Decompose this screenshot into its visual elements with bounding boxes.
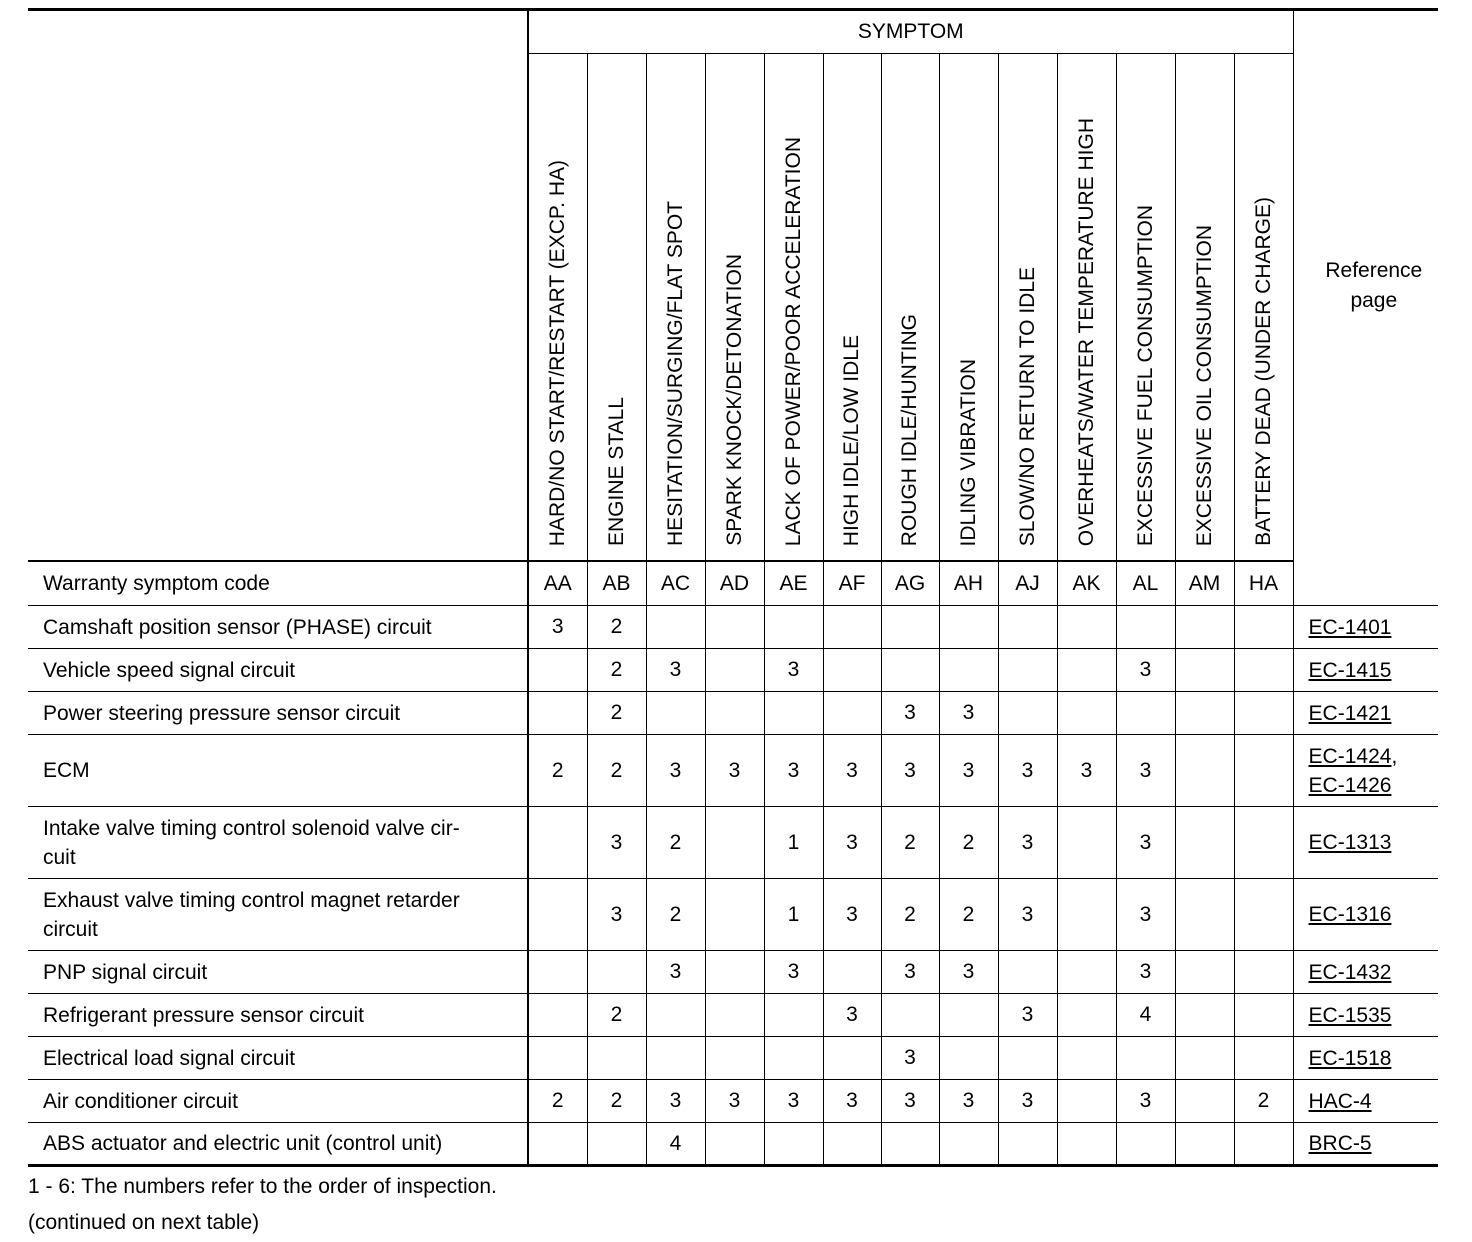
inspection-order-cell: 2	[528, 1080, 587, 1123]
inspection-order-cell	[764, 1037, 823, 1080]
table-row	[28, 735, 1438, 807]
symptom-column-header	[587, 54, 646, 562]
inspection-order-cell	[1057, 606, 1116, 649]
warranty-code-cell: AK	[1057, 561, 1116, 606]
inspection-order-cell	[705, 1123, 764, 1166]
symptom-name: OVERHEATS/WATER TEMPERATURE HIGH	[1074, 117, 1098, 546]
reference-link[interactable]: EC-1518	[1308, 1046, 1392, 1070]
inspection-order-cell	[1234, 951, 1293, 994]
inspection-order-cell: 3	[587, 807, 646, 879]
inspection-order-cell: 2	[939, 879, 998, 951]
reference-separator: ,	[1391, 744, 1398, 768]
inspection-order-cell: 3	[646, 735, 705, 807]
inspection-order-cell: 3	[528, 606, 587, 649]
symptom-name: HIGH IDLE/LOW IDLE	[840, 334, 863, 546]
inspection-order-cell	[1234, 606, 1293, 649]
inspection-order-cell: 3	[939, 735, 998, 807]
inspection-order-cell	[764, 1123, 823, 1166]
inspection-order-cell	[1057, 1080, 1116, 1123]
symptom-column-header	[1116, 54, 1175, 562]
symptom-column-header	[646, 54, 705, 562]
inspection-order-cell	[646, 606, 705, 649]
symptom-header: SYMPTOM	[528, 10, 1293, 54]
inspection-order-cell: 1	[764, 807, 823, 879]
inspection-order-cell: 3	[939, 951, 998, 994]
warranty-code-cell: AB	[587, 561, 646, 606]
inspection-order-cell	[823, 692, 881, 735]
inspection-order-cell: 2	[587, 692, 646, 735]
symptom-column-header	[764, 54, 823, 562]
warranty-code-cell: AD	[705, 561, 764, 606]
reference-link[interactable]: EC-1424	[1308, 744, 1392, 768]
inspection-order-cell	[528, 649, 587, 692]
inspection-order-cell	[1175, 649, 1234, 692]
row-label: Vehicle speed signal circuit	[28, 649, 528, 692]
table-row	[28, 1123, 1438, 1166]
inspection-order-cell	[764, 692, 823, 735]
warranty-code-cell: AF	[823, 561, 881, 606]
inspection-order-cell: 3	[881, 1037, 939, 1080]
inspection-order-cell	[939, 994, 998, 1037]
inspection-order-cell: 3	[823, 879, 881, 951]
table-row	[28, 1080, 1438, 1123]
inspection-order-cell	[705, 807, 764, 879]
inspection-order-cell: 3	[998, 735, 1057, 807]
row-label: PNP signal circuit	[28, 951, 528, 994]
inspection-order-cell: 2	[528, 735, 587, 807]
symptom-column-header	[1175, 54, 1234, 562]
reference-link[interactable]: EC-1421	[1308, 701, 1392, 725]
inspection-order-cell: 3	[823, 994, 881, 1037]
inspection-order-cell	[705, 951, 764, 994]
inspection-order-cell: 3	[823, 1080, 881, 1123]
symptom-name: EXCESSIVE OIL CONSUMPTION	[1192, 224, 1216, 546]
symptom-name: ENGINE STALL	[604, 397, 628, 546]
row-label: Power steering pressure sensor circuit	[28, 692, 528, 735]
symptom-name: ROUGH IDLE/HUNTING	[898, 313, 921, 546]
symptom-name: HARD/NO START/RESTART (EXCP. HA)	[545, 159, 569, 546]
table-row	[28, 606, 1438, 649]
table-row	[28, 807, 1438, 879]
inspection-order-cell	[998, 951, 1057, 994]
symptom-column-header	[939, 54, 998, 562]
inspection-order-cell: 3	[705, 1080, 764, 1123]
symptom-column-header	[528, 54, 587, 562]
reference-page-cell	[1293, 1080, 1438, 1123]
inspection-order-cell: 3	[646, 649, 705, 692]
table-row	[28, 692, 1438, 735]
table-row	[28, 879, 1438, 951]
inspection-order-cell: 3	[823, 735, 881, 807]
reference-page-cell	[1293, 1123, 1438, 1166]
inspection-order-cell	[1234, 735, 1293, 807]
inspection-order-cell: 4	[646, 1123, 705, 1166]
reference-page-cell	[1293, 692, 1438, 735]
inspection-order-cell: 3	[939, 1080, 998, 1123]
inspection-order-cell: 4	[1116, 994, 1175, 1037]
inspection-order-cell	[998, 606, 1057, 649]
inspection-order-cell	[881, 606, 939, 649]
inspection-order-cell	[998, 692, 1057, 735]
inspection-order-cell: 2	[881, 807, 939, 879]
reference-page-cell	[1293, 735, 1438, 807]
inspection-order-cell: 2	[646, 807, 705, 879]
inspection-order-cell: 3	[881, 735, 939, 807]
reference-link[interactable]: EC-1426	[1308, 773, 1392, 797]
symptom-name: HESITATION/SURGING/FLAT SPOT	[663, 201, 687, 546]
inspection-order-cell	[1175, 606, 1234, 649]
inspection-order-cell	[1116, 1037, 1175, 1080]
inspection-order-cell: 3	[998, 1080, 1057, 1123]
reference-link[interactable]: EC-1401	[1308, 615, 1392, 639]
warranty-code-cell: AM	[1175, 561, 1234, 606]
inspection-order-cell	[1175, 951, 1234, 994]
reference-link[interactable]: EC-1432	[1308, 960, 1392, 984]
inspection-order-cell	[1175, 1037, 1234, 1080]
inspection-order-cell: 3	[881, 692, 939, 735]
table-row	[28, 1037, 1438, 1080]
inspection-order-cell	[939, 1123, 998, 1166]
inspection-order-cell	[528, 951, 587, 994]
inspection-order-cell	[998, 1123, 1057, 1166]
inspection-order-cell	[823, 1037, 881, 1080]
inspection-order-cell	[823, 649, 881, 692]
inspection-order-cell: 2	[1234, 1080, 1293, 1123]
reference-page-header	[1293, 10, 1438, 562]
inspection-order-cell	[1234, 879, 1293, 951]
inspection-order-cell	[528, 807, 587, 879]
reference-link[interactable]: EC-1415	[1308, 658, 1392, 682]
warranty-code-cell: AG	[881, 561, 939, 606]
inspection-order-cell	[1057, 649, 1116, 692]
symptom-name: BATTERY DEAD (UNDER CHARGE)	[1251, 197, 1275, 546]
inspection-order-cell	[939, 1037, 998, 1080]
row-label: Intake valve timing control solenoid valve cir- cuit	[28, 807, 528, 879]
inspection-order-cell	[587, 1037, 646, 1080]
inspection-order-cell	[1057, 1037, 1116, 1080]
inspection-order-cell: 3	[881, 951, 939, 994]
inspection-order-cell: 3	[705, 735, 764, 807]
row-label: Air conditioner circuit	[28, 1080, 528, 1123]
continued-note: (continued on next table)	[28, 1211, 260, 1234]
inspection-order-cell: 3	[764, 1080, 823, 1123]
inspection-order-cell: 2	[881, 879, 939, 951]
inspection-order-cell: 3	[764, 951, 823, 994]
inspection-order-cell	[1116, 606, 1175, 649]
symptom-name: IDLING VIBRATION	[956, 358, 980, 546]
symptom-name: LACK OF POWER/POOR ACCELERATION	[781, 136, 805, 546]
symptom-name: SLOW/NO RETURN TO IDLE	[1015, 266, 1039, 546]
reference-page-cell	[1293, 606, 1438, 649]
inspection-order-cell: 3	[1116, 1080, 1175, 1123]
reference-link[interactable]: EC-1313	[1308, 831, 1392, 854]
inspection-order-cell: 3	[764, 735, 823, 807]
reference-page-cell	[1293, 1037, 1438, 1080]
inspection-order-cell	[528, 1037, 587, 1080]
inspection-order-cell	[528, 1123, 587, 1166]
inspection-order-cell	[1234, 649, 1293, 692]
inspection-order-cell	[1234, 994, 1293, 1037]
reference-page-cell	[1293, 951, 1438, 994]
inspection-order-cell	[823, 951, 881, 994]
inspection-order-cell	[881, 994, 939, 1037]
warranty-code-cell: AL	[1116, 561, 1175, 606]
row-label: ECM	[28, 735, 528, 807]
inspection-order-note: 1 - 6: The numbers refer to the order of inspection.	[28, 1175, 497, 1198]
inspection-order-cell: 3	[823, 807, 881, 879]
reference-link[interactable]: HAC-4	[1308, 1089, 1372, 1113]
inspection-order-cell	[1057, 692, 1116, 735]
warranty-code-label: Warranty symptom code	[28, 561, 528, 606]
table-row	[28, 649, 1438, 692]
inspection-order-cell: 3	[939, 692, 998, 735]
inspection-order-cell	[1057, 994, 1116, 1037]
table-row	[28, 994, 1438, 1037]
symptom-column-header	[1234, 54, 1293, 562]
inspection-order-cell	[528, 994, 587, 1037]
inspection-order-cell	[1234, 807, 1293, 879]
inspection-order-cell	[1116, 692, 1175, 735]
row-label: Electrical load signal circuit	[28, 1037, 528, 1080]
inspection-order-cell	[881, 1123, 939, 1166]
inspection-order-cell	[1234, 692, 1293, 735]
symptom-name: SPARK KNOCK/DETONATION	[722, 254, 746, 546]
warranty-code-cell: AJ	[998, 561, 1057, 606]
symptom-matrix-table	[28, 8, 1438, 1167]
inspection-order-cell	[1057, 1123, 1116, 1166]
inspection-order-cell	[1175, 879, 1234, 951]
inspection-order-cell	[823, 606, 881, 649]
inspection-order-cell	[1175, 807, 1234, 879]
inspection-order-cell	[998, 1037, 1057, 1080]
inspection-order-cell	[528, 879, 587, 951]
inspection-order-cell	[705, 606, 764, 649]
inspection-order-cell: 2	[646, 879, 705, 951]
inspection-order-cell	[705, 649, 764, 692]
inspection-order-cell: 3	[881, 1080, 939, 1123]
inspection-order-cell: 2	[939, 807, 998, 879]
inspection-order-cell	[646, 692, 705, 735]
inspection-order-cell	[587, 1123, 646, 1166]
warranty-code-cell: AC	[646, 561, 705, 606]
inspection-order-cell: 3	[998, 807, 1057, 879]
inspection-order-cell: 2	[587, 994, 646, 1037]
warranty-code-cell: HA	[1234, 561, 1293, 606]
inspection-order-cell: 3	[587, 879, 646, 951]
row-label: ABS actuator and electric unit (control unit)	[28, 1123, 528, 1166]
inspection-order-cell: 2	[587, 606, 646, 649]
inspection-order-cell: 3	[1116, 807, 1175, 879]
row-label: Camshaft position sensor (PHASE) circuit	[28, 606, 528, 649]
warranty-code-cell: AH	[939, 561, 998, 606]
inspection-order-cell: 3	[646, 951, 705, 994]
symptom-column-header	[823, 54, 881, 562]
inspection-order-cell: 3	[764, 649, 823, 692]
inspection-order-cell	[705, 692, 764, 735]
reference-page-cell	[1293, 807, 1438, 879]
inspection-order-cell: 3	[1057, 735, 1116, 807]
inspection-order-cell: 3	[998, 879, 1057, 951]
inspection-order-cell: 2	[587, 1080, 646, 1123]
reference-page-cell	[1293, 994, 1438, 1037]
inspection-order-cell	[1175, 735, 1234, 807]
reference-page-cell	[1293, 649, 1438, 692]
inspection-order-cell	[1057, 951, 1116, 994]
inspection-order-cell	[823, 1123, 881, 1166]
inspection-order-cell	[998, 649, 1057, 692]
warranty-code-ref-blank	[1293, 561, 1438, 606]
inspection-order-cell	[587, 951, 646, 994]
inspection-order-cell	[1175, 1123, 1234, 1166]
reference-page-cell	[1293, 879, 1438, 951]
inspection-order-cell	[1057, 879, 1116, 951]
inspection-order-cell: 3	[1116, 649, 1175, 692]
warranty-code-cell: AA	[528, 561, 587, 606]
inspection-order-cell	[1234, 1123, 1293, 1166]
inspection-order-cell	[1057, 807, 1116, 879]
inspection-order-cell: 3	[998, 994, 1057, 1037]
inspection-order-cell	[881, 649, 939, 692]
symptom-name: EXCESSIVE FUEL CONSUMPTION	[1133, 204, 1157, 546]
inspection-order-cell	[646, 1037, 705, 1080]
inspection-order-cell: 2	[587, 735, 646, 807]
inspection-order-cell	[764, 606, 823, 649]
symptom-column-header	[881, 54, 939, 562]
inspection-order-cell	[1175, 994, 1234, 1037]
inspection-order-cell	[939, 649, 998, 692]
inspection-order-cell	[528, 692, 587, 735]
table-row	[28, 951, 1438, 994]
symptom-column-header	[1057, 54, 1116, 562]
inspection-order-cell	[1175, 1080, 1234, 1123]
inspection-order-cell: 3	[1116, 879, 1175, 951]
symptom-column-header	[705, 54, 764, 562]
row-label: Exhaust valve timing control magnet retarder circuit	[28, 879, 528, 951]
header-blank	[28, 10, 528, 562]
inspection-order-cell	[705, 1037, 764, 1080]
inspection-order-cell: 1	[764, 879, 823, 951]
inspection-order-cell	[705, 879, 764, 951]
inspection-order-cell	[764, 994, 823, 1037]
inspection-order-cell	[1116, 1123, 1175, 1166]
reference-link[interactable]: EC-1535	[1308, 1003, 1392, 1027]
inspection-order-cell	[705, 994, 764, 1037]
reference-link[interactable]: EC-1316	[1308, 903, 1392, 926]
inspection-order-cell: 2	[587, 649, 646, 692]
warranty-code-cell: AE	[764, 561, 823, 606]
reference-page-header-text: Reference page	[1325, 259, 1423, 312]
warranty-code-row	[28, 561, 1438, 606]
reference-link[interactable]: BRC-5	[1308, 1132, 1372, 1155]
symptom-column-header	[998, 54, 1057, 562]
inspection-order-cell: 3	[1116, 951, 1175, 994]
inspection-order-cell: 3	[646, 1080, 705, 1123]
inspection-order-cell	[1234, 1037, 1293, 1080]
inspection-order-cell	[1175, 692, 1234, 735]
inspection-order-cell: 3	[1116, 735, 1175, 807]
inspection-order-cell	[646, 994, 705, 1037]
inspection-order-cell	[939, 606, 998, 649]
row-label: Refrigerant pressure sensor circuit	[28, 994, 528, 1037]
